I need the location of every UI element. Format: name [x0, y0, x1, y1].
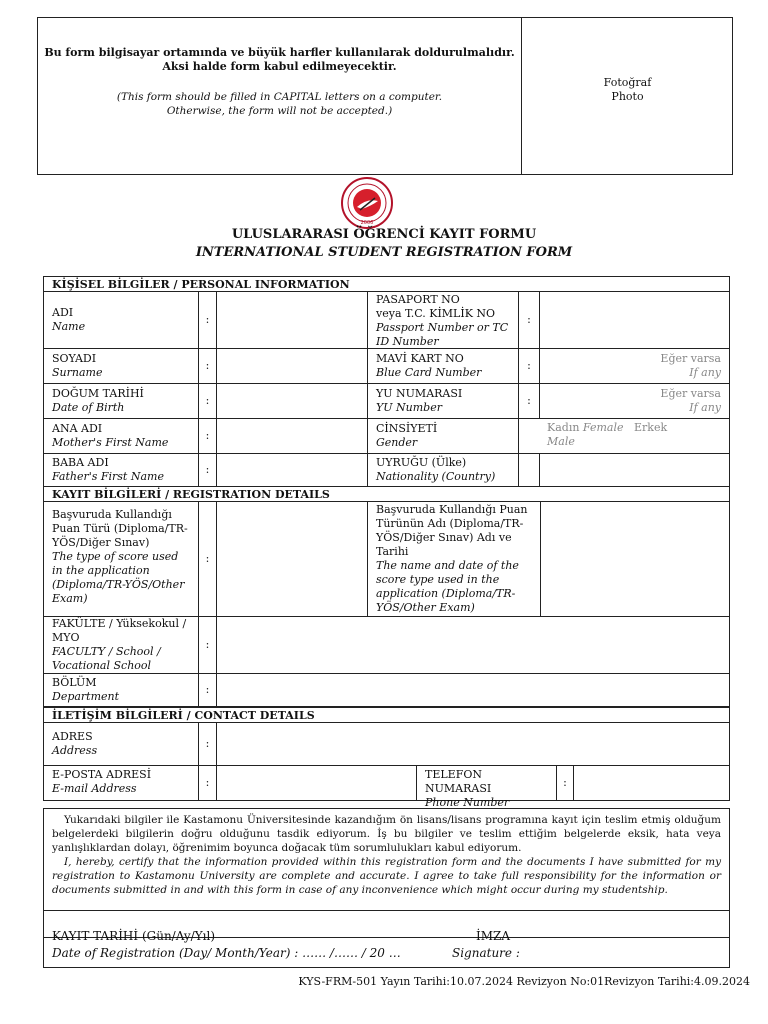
passport-label: [367, 291, 519, 349]
score-type-label: [43, 501, 199, 617]
if-any-en: If any: [689, 401, 721, 414]
if-any-tr: Eğer varsa: [660, 352, 721, 365]
nationality-spacer: [518, 453, 540, 487]
address-label: [43, 722, 199, 766]
gender-label: [367, 418, 519, 454]
passport-label-en1: Passport Number or TC: [376, 321, 509, 334]
department-label: [43, 673, 199, 707]
phone-label: [416, 765, 557, 809]
colon: :: [518, 348, 540, 384]
passport-label-tr2: veya T.C. KİMLİK NO: [376, 307, 496, 320]
email-label-tr: E-POSTA ADRESİ: [52, 768, 152, 781]
name-label-en: Name: [52, 320, 86, 333]
if-any-en: If any: [689, 366, 721, 379]
yu-field[interactable]: [539, 383, 730, 419]
email-label-en: E-mail Address: [52, 782, 137, 795]
bluecard-label: [367, 348, 519, 384]
gender-label-en: Gender: [376, 436, 418, 449]
score-name-label: [367, 501, 541, 617]
passport-field[interactable]: [539, 291, 730, 349]
name-field[interactable]: [216, 291, 368, 349]
document-footer: KYS-FRM-501 Yayın Tarihi:10.07.2024 Revizyon No:01Revizyon Tarihi:4.09.2024: [298, 975, 750, 988]
colon: :: [198, 291, 217, 349]
passport-label-en2: ID Number: [376, 335, 439, 348]
faculty-label-en: FACULTY / School / Vocational School: [52, 645, 161, 672]
score-type-label-en: The type of score used in the application (Diploma/TR-YÖS/Other Exam): [52, 550, 185, 605]
nationality-label: [367, 453, 519, 487]
instruction-en-line1: (This form should be filled in CAPITAL letters on a computer.: [116, 91, 443, 103]
svg-text:2006: 2006: [360, 220, 374, 226]
father-label-en: Father's First Name: [52, 470, 164, 483]
colon: :: [518, 383, 540, 419]
father-field[interactable]: [216, 453, 368, 487]
colon: :: [518, 291, 540, 349]
mother-field[interactable]: [216, 418, 368, 454]
signature-label-tr: İMZA: [476, 929, 511, 943]
score-type-label-tr: Başvuruda Kullandığı Puan Türü (Diploma/TR-YÖS/Diğer Sınav): [52, 508, 188, 549]
surname-label: [43, 348, 199, 384]
photo-box[interactable]: [523, 76, 732, 104]
nationality-label-tr: UYRUĞU (Ülke): [376, 456, 467, 469]
email-field[interactable]: [216, 765, 417, 801]
photo-label-en: Photo: [611, 90, 644, 103]
nationality-label-en: Nationality (Country): [376, 470, 496, 483]
section-contact: İLETİŞİM BİLGİLERİ / CONTACT DETAILS: [43, 707, 730, 723]
colon: :: [198, 453, 217, 487]
colon: :: [198, 501, 217, 617]
university-logo: [340, 176, 394, 230]
signature-box: [43, 910, 730, 968]
bluecard-label-tr: MAVİ KART NO: [376, 352, 464, 365]
dob-label: [43, 383, 199, 419]
phone-label-en: Phone Number: [425, 796, 510, 809]
form-title-tr: ULUSLARARASI ÖĞRENCİ KAYIT FORMU: [231, 227, 537, 242]
registration-date-label-tr: KAYIT TARİHİ (Gün/Ay/Yıl): [52, 929, 215, 943]
male-option-tr[interactable]: Erkek: [633, 421, 668, 434]
colon: :: [198, 722, 217, 766]
name-label: [43, 291, 199, 349]
passport-label-tr1: PASAPORT NO: [376, 293, 460, 306]
name-label-tr: ADI: [52, 306, 74, 319]
declaration-tr: Yukarıdaki bilgiler ile Kastamonu Üniversitesinde kazandığım ön lisans/lisans programına kayıt için teslim etmiş olduğum belgelerdeki bilgilerin doğru olduğunu tasdik ediyorum. İş bu bilgiler ve teslim ettiğim belgelerde eksik, hata veya yanlışlıklardan dolayı, öğrenimim boyunca doğacak tüm sorumlulukları kabul ediyorum.: [52, 814, 721, 854]
yu-label-tr: YU NUMARASI: [376, 387, 463, 400]
colon: :: [198, 673, 217, 707]
phone-field[interactable]: [573, 765, 730, 801]
colon: :: [198, 418, 217, 454]
instruction-tr-line2: Aksi halde form kabul edilmeyecektir.: [162, 60, 397, 73]
address-label-tr: ADRES: [52, 730, 93, 743]
section-personal: KİŞİSEL BİLGİLER / PERSONAL INFORMATION: [43, 276, 730, 292]
surname-label-en: Surname: [52, 366, 103, 379]
faculty-label-tr: FAKÜLTE / Yüksekokul / MYO: [52, 617, 187, 644]
bluecard-label-en: Blue Card Number: [376, 366, 482, 379]
photo-label-tr: Fotoğraf: [603, 76, 652, 89]
score-name-label-en: The name and date of the score type used in the application (Diploma/TR-YÖS/Other Exam): [376, 559, 519, 614]
if-any-tr: Eğer varsa: [660, 387, 721, 400]
registration-date-field[interactable]: Date of Registration (Day/ Month/Year) : …… /…… / 20 …: [52, 946, 401, 960]
gender-options[interactable]: [518, 418, 730, 454]
address-field[interactable]: [216, 722, 730, 766]
score-name-field[interactable]: [540, 501, 730, 617]
dob-label-en: Date of Birth: [52, 401, 125, 414]
female-option-tr[interactable]: Kadın: [547, 421, 580, 434]
signature-field[interactable]: Signature :: [452, 946, 520, 960]
department-label-en: Department: [52, 690, 120, 703]
mother-label-en: Mother's First Name: [52, 436, 169, 449]
score-type-field[interactable]: [216, 501, 368, 617]
mother-label-tr: ANA ADI: [52, 422, 103, 435]
colon: :: [198, 616, 217, 674]
header-box: [37, 17, 733, 175]
faculty-field[interactable]: [216, 616, 730, 674]
instruction-en-line2: Otherwise, the form will not be accepted.): [166, 105, 393, 117]
father-label: [43, 453, 199, 487]
score-name-label-tr: Başvuruda Kullandığı Puan Türünün Adı (Diploma/TR-YÖS/Diğer Sınav) Adı ve Tarihi: [376, 503, 528, 558]
phone-label-tr: TELEFON NUMARASI: [425, 768, 492, 795]
instruction-tr: [38, 46, 521, 74]
address-label-en: Address: [52, 744, 98, 757]
surname-label-tr: SOYADI: [52, 352, 97, 365]
gender-label-tr: CİNSİYETİ: [376, 422, 438, 435]
female-option-en[interactable]: Female: [582, 421, 624, 434]
father-label-tr: BABA ADI: [52, 456, 109, 469]
dob-field[interactable]: [216, 383, 368, 419]
form-title-en: INTERNATIONAL STUDENT REGISTRATION FORM: [195, 245, 573, 260]
email-label: [43, 765, 199, 801]
colon: :: [198, 348, 217, 384]
yu-label-en: YU Number: [376, 401, 442, 414]
instruction-tr-line1: Bu form bilgisayar ortamında ve büyük harfler kullanılarak doldurulmalıdır.: [44, 46, 515, 59]
colon: :: [556, 765, 574, 801]
dob-label-tr: DOĞUM TARİHİ: [52, 387, 144, 400]
yu-label: [367, 383, 519, 419]
nationality-field[interactable]: [539, 453, 730, 487]
department-field[interactable]: [216, 673, 730, 707]
surname-field[interactable]: [216, 348, 368, 384]
instruction-panel: [38, 18, 522, 174]
faculty-label: [43, 616, 199, 674]
mother-label: [43, 418, 199, 454]
colon: :: [198, 383, 217, 419]
bluecard-field[interactable]: [539, 348, 730, 384]
section-registration: KAYIT BİLGİLERİ / REGISTRATION DETAILS: [43, 486, 730, 502]
instruction-en: [38, 90, 521, 118]
male-option-en[interactable]: Male: [547, 435, 575, 448]
colon: :: [198, 765, 217, 801]
department-label-tr: BÖLÜM: [52, 676, 97, 689]
declaration-en: I, hereby, certify that the information provided within this registration form and the documents I have submitted for my registration to Kastamonu University are complete and accurate. I agree to take full responsibility for the information or documents submitted in and with this form in case of any inconvenience which might occur during my studentship.: [52, 856, 721, 896]
